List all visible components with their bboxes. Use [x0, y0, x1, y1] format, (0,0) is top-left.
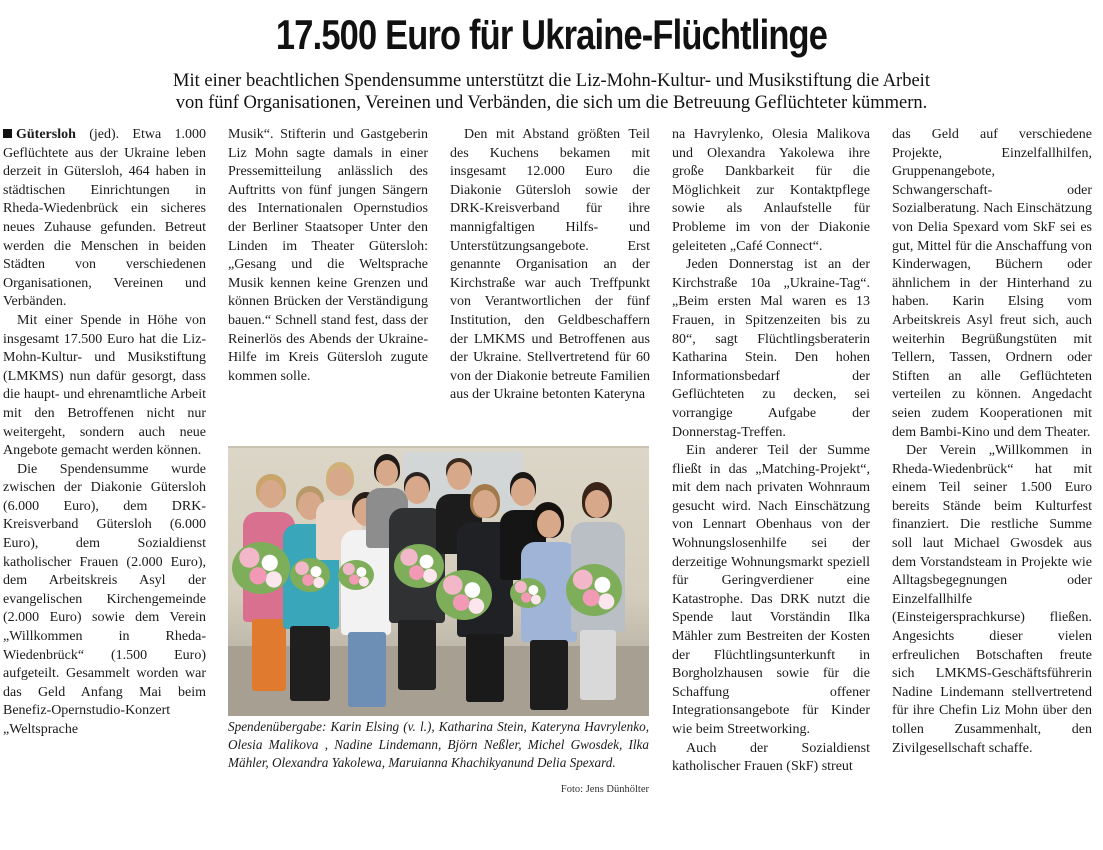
flower-bouquet [290, 558, 330, 592]
dateline: Gütersloh [16, 127, 76, 142]
photo-caption: Spendenübergabe: Karin Elsing (v. l.), Katharina Stein, Kateryna Havrylenko, Olesia Malikova , Nadine Lindemann, Björn Neßler, Michel Gwosdek, Ilka Mähler, Olexandra Yakolewa, Maruianna Khachikyanund Delia Spexard. [228, 719, 649, 770]
flower-bouquet [338, 560, 374, 590]
article-paragraph: Mit einer Spende in Höhe von insgesamt 17.500 Euro hat die Liz-Mohn-Kultur- und Musikstiftung (LMKMS) nun dafür gesorgt, dass die haupt- und ehrenamtliche Arbeit mit den Betroffenen nicht nur weitergeht, sondern auch neue Angebote gemacht werden können. [3, 312, 206, 459]
flower-bouquet [394, 544, 444, 588]
article-column-5 [892, 126, 1092, 806]
article-paragraph [3, 126, 206, 312]
paragraph-text: (jed). Etwa 1.000 Geflüchtete aus der Ukraine leben derzeit in Gütersloh, 464 haben in städtischen Einrichtungen in Rheda-Wiedenbrück ein sicheres neues Zuhause gefunden. Betreut werden die Menschen in beiden Städten von verschiedenen Organisationen, Vereinen und Verbänden. [3, 127, 206, 310]
photo-credit: Foto: Jens Dünhölter [560, 784, 649, 795]
flower-bouquet [232, 542, 290, 594]
flower-bouquet [436, 570, 492, 620]
article-column-1 [3, 126, 206, 806]
article-column-4 [672, 126, 870, 806]
article-paragraph: Auch der Sozialdienst katholischer Frauen (SkF) streut [672, 740, 870, 775]
article-column-3 [450, 126, 650, 426]
article-paragraph: Die Spendensumme wurde zwischen der Diakonie Gütersloh (6.000 Euro), dem DRK-Kreisverband Gütersloh (6.000 Euro), dem Sozialdienst katholischer Frauen (2.000 Euro), dem Arbeitskreis Asyl der evangelischen Kirchengemeinde (2.000 Euro) sowie dem Verein „Willkommen in Rheda-Wiedenbrück“ (1.500 Euro) aufgeteilt. Gesammelt worden war das Geld Anfang Mai beim Benefiz-Opernstudio-Konzert „Weltsprache [3, 461, 206, 737]
article-column-2 [228, 126, 428, 426]
article-paragraph: na Havrylenko, Olesia Malikova und Olexandra Yakolewa ihre große Dankbarkeit für die Möglichkeit zur Kontaktpflege sowie als Anlaufstelle für Probleme im von der Diakonie geleiteten „Café Connect“. [672, 127, 870, 254]
article-paragraph: Der Verein „Willkommen in Rheda-Wiedenbrück“ hat mit einem Teil seiner 1.500 Euro bereits Stände beim Kulturfest finanziert. Die restliche Summe soll laut Michael Gwosdek aus dem Vorstandsteam in Projekte wie Alltagsbegegnungen oder Einzelfallhilfe (Einsteigersprachkurse) fließen. Angesichts dieser vielen erfreulichen Botschaften freute sich LMKMS-Geschäftsführerin Nadine Lindemann stellvertretend für ihre Chefin Liz Mohn über den tollen Zusammenhalt, den Zivilgesellschaft schaffe. [892, 443, 1092, 756]
flower-bouquet [566, 564, 622, 616]
article-paragraph: Den mit Abstand größten Teil des Kuchens bekamen mit insgesamt 12.000 Euro die Diakonie Gütersloh sowie der DRK-Kreisverband für ihre mannigfaltigen Hilfs- und Unterstützungsangebote. Erst genannte Organisation an der Kirchstraße war auch Treffpunkt von Verantwortlichen der fünf Institution, den Geldbeschaffern der LMKMS und Betroffenen aus der Ukraine. Stellvertretend für 60 von der Diakonie betreute Familien aus der Ukraine betonten Kateryna [450, 127, 650, 403]
article-paragraph: Ein anderer Teil der Summe fließt in das „Matching-Projekt“, mit dem nach privaten Wohnraum gesucht wird. Nach Einschätzung von Lennart Obenhaus von der Wohnungslosenhilfe sei der derzeitige Wohnungsmarkt speziell für Geringverdiener eine Katastrophe. Das DRK nutzt die Spende laut Vorständin Ilka Mähler zum Bestreiten der Kosten der Flüchtlingsunterkunft in Borgholzhausen sowie für die Schaffung offener Integrationsangebote für Kinder wie beim Streetworking. [672, 443, 870, 737]
article-paragraph: das Geld auf verschiedene Projekte, Einzelfallhilfen, Gruppenangebote, Schwangerschaft- oder Sozialberatung. Nach Einschätzung von Delia Spexard vom SkF sei es gut, Mittel für die Anschaffung von Kinderwagen, Büchern oder ähnlichem in der Hinterhand zu haben. Karin Elsing vom Arbeitskreis Asyl freut sich, auch weiterhin Begrüßungstüten mit Tellern, Tassen, Ordnern oder Stiften an alle Geflüchteten verteilen zu können. Angedacht seien zudem Kooperationen mit dem Bambi-Kino und dem Theater. [892, 127, 1092, 440]
dateline-marker-icon [3, 129, 12, 138]
subheadline [20, 70, 1083, 114]
subhead-line-1: Mit einer beachtlichen Spendensumme unterstützt die Liz-Mohn-Kultur- und Musikstiftung die Arbeit [173, 71, 930, 91]
flower-bouquet [510, 578, 546, 608]
headline: 17.500 Euro für Ukraine-Flüchtlinge [275, 11, 828, 58]
article-paragraph: Musik“. Stifterin und Gastgeberin Liz Mohn sagte damals in einer Pressemitteilung anlässlich des Auftritts von fünf jungen Sängern des Internationalen Opernstudios der Berliner Staatsoper Unter den Linden im Theater Gütersloh: „Gesang und die Weltsprache Musik kennen keine Grenzen und können Brücken der Verständigung bauen.“ Schnell stand fest, dass der Reinerlös des Abends der Ukraine-Hilfe im Kreis Gütersloh zugute kommen solle. [228, 127, 428, 384]
subhead-line-2: von fünf Organisationen, Vereinen und Verbänden, die sich um die Betreuung Geflüchteter kümmern. [175, 93, 928, 113]
article-paragraph: Jeden Donnerstag ist an der Kirchstraße 10a „Ukraine-Tag“. „Beim ersten Mal waren es 13 Frauen, in Spitzenzeiten bis zu 80“, sagt Flüchtlingsberaterin Katharina Stein. Den hohen Informationsbedarf der Geflüchteten zu decken, sei vorrangige Aufgabe der Donnerstag-Treffen. [672, 257, 870, 440]
group-photo [228, 446, 649, 716]
photo-wall-line [228, 446, 649, 448]
